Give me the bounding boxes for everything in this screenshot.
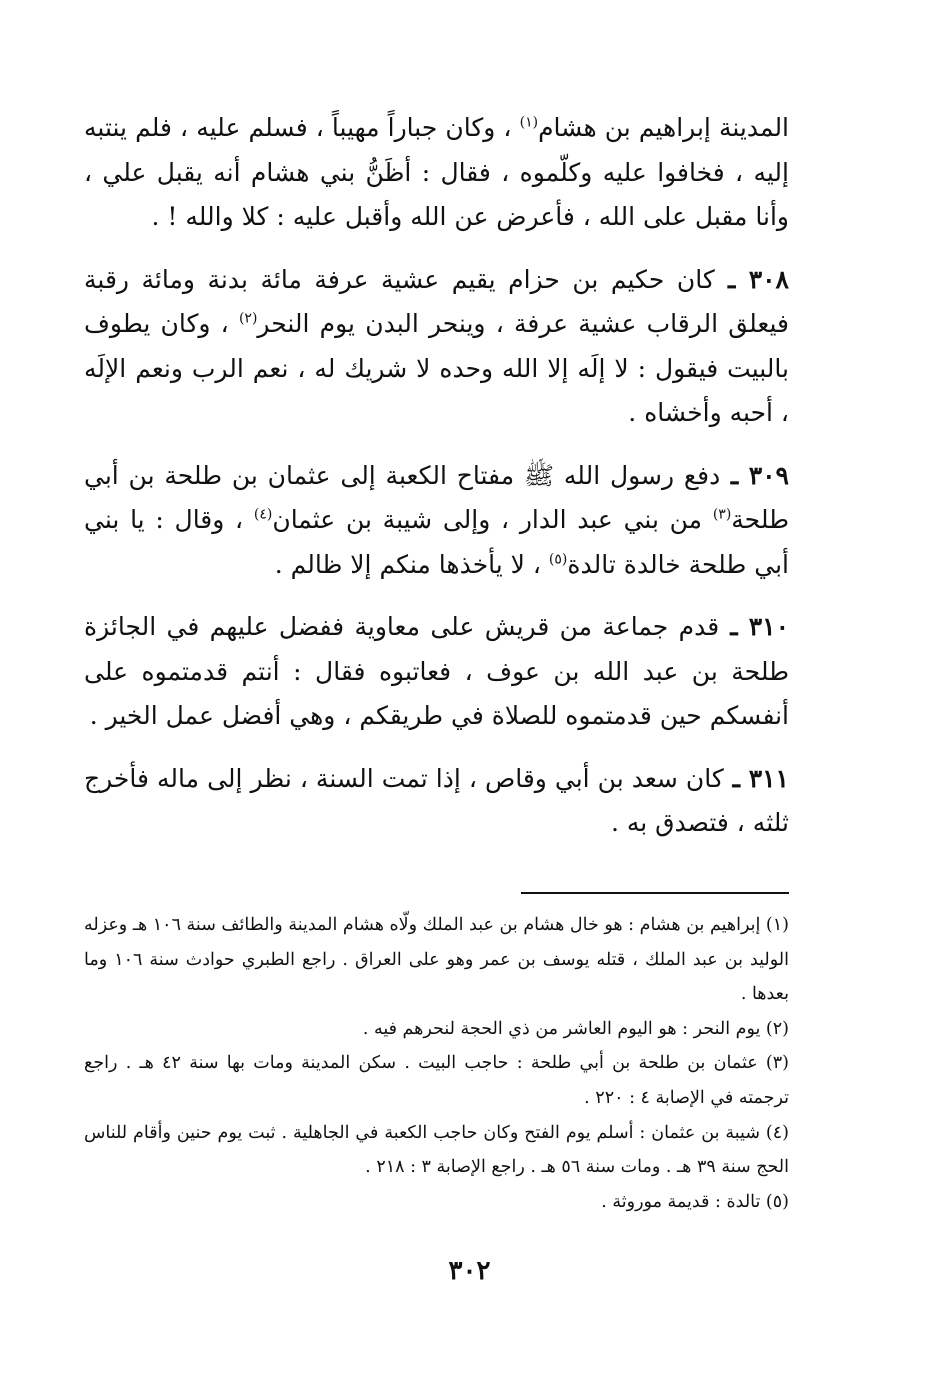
footnote-ref[interactable]: (٢): [238, 310, 258, 327]
footnote-ref[interactable]: (٤): [253, 506, 273, 523]
text-run: ، وكان جباراً مهيباً ، فسلم عليه ، فلم ينتبه إليه ، فخافوا عليه وكلّموه ، فقال : أظَنُّ بني هشام أنه يقبل علي ، وأنا مقبل على الله ، فأعرض عن الله وأقبل عليه : كلا والله ! .: [84, 113, 789, 231]
text-run: كان حكيم بن حزام يقيم عشية عرفة مائة بدنة ومائة رقبة فيعلق الرقاب عشية عرفة ، وينحر البدن يوم النحر: [84, 264, 789, 338]
text-run: من بني عبد الدار ، وإلى شيبة بن عثمان: [272, 505, 713, 534]
footnote-1: (١) إبراهيم بن هشام : هو خال هشام بن عبد الملك ولّاه هشام المدينة والطائف سنة ١٠٦ هـ وعزله الوليد بن عبد الملك ، قتله يوسف بن عمر وهو على العراق . راجع الطبري حوادث سنة ١٠٦ وما بعدها .: [84, 915, 789, 1005]
paragraph-309: [84, 454, 789, 588]
text-run: قدم جماعة من قريش على معاوية ففضل عليهم في الجائزة طلحة بن عبد الله بن عوف ، فعاتبوه فقال : أنتم قدمتموه على أنفسكم حين قدمتموه للصلاة في طريقكم ، وهي أفضل عمل الخير .: [84, 612, 789, 730]
footnote-separator: [521, 892, 789, 894]
page-number: ٣٠٢: [448, 1256, 491, 1286]
footnote-3: (٣) عثمان بن طلحة بن أبي طلحة : حاجب البيت . سكن المدينة ومات بها سنة ٤٢ هـ . راجع ترجمته في الإصابة ٤ : ٢٢٠ .: [84, 1053, 789, 1108]
text-run: دفع رسول الله ﷺ مفتاح الكعبة إلى عثمان بن طلحة بن أبي طلحة: [84, 460, 789, 534]
text-run: كان سعد بن أبي وقاص ، إذا تمت السنة ، نظر إلى ماله فأخرج ثلثه ، فتصدق به .: [84, 763, 789, 837]
paragraph-number: ٣١٠ ـ: [719, 612, 790, 641]
footnotes: [84, 908, 789, 1219]
paragraph-continuation: [84, 106, 789, 240]
footnote-ref[interactable]: (٣): [712, 506, 732, 523]
paragraph-number: ٣٠٨ ـ: [714, 264, 789, 294]
text-run: ، لا يأخذها منكم إلا ظالم .: [274, 549, 549, 579]
text-run: ، وكان يطوف بالبيت فيقول : لا إلَه إلا الله وحده لا شريك له ، نعم الرب ونعم الإلَه ، أحبه وأخشاه .: [84, 309, 789, 427]
footnote-4: (٤) شيبة بن عثمان : أسلم يوم الفتح وكان حاجب الكعبة في الجاهلية . ثبت يوم حنين وأقام للناس الحج سنة ٣٩ هـ . ومات سنة ٥٦ هـ . راجع الإصابة ٣ : ٢١٨ .: [84, 1122, 789, 1178]
paragraph-310: [84, 605, 789, 739]
text-run: المدينة إبراهيم بن هشام: [538, 113, 790, 142]
main-text: [84, 106, 789, 846]
footnote-5: (٥) تالدة : قديمة موروثة .: [601, 1191, 789, 1212]
footnote-2: (٢) يوم النحر : هو اليوم العاشر من ذي الحجة لنحرهم فيه .: [362, 1018, 789, 1039]
footnote-ref[interactable]: (١): [519, 114, 539, 131]
paragraph-number: ٣٠٩ ـ: [720, 460, 789, 490]
paragraph-308: [84, 258, 789, 436]
text-run: ، وقال : يا بني أبي طلحة خالدة تالدة: [84, 505, 789, 579]
footnote-ref[interactable]: (٥): [548, 551, 568, 568]
paragraph-number: ٣١١ ـ: [723, 763, 789, 793]
paragraph-311: [84, 757, 789, 846]
